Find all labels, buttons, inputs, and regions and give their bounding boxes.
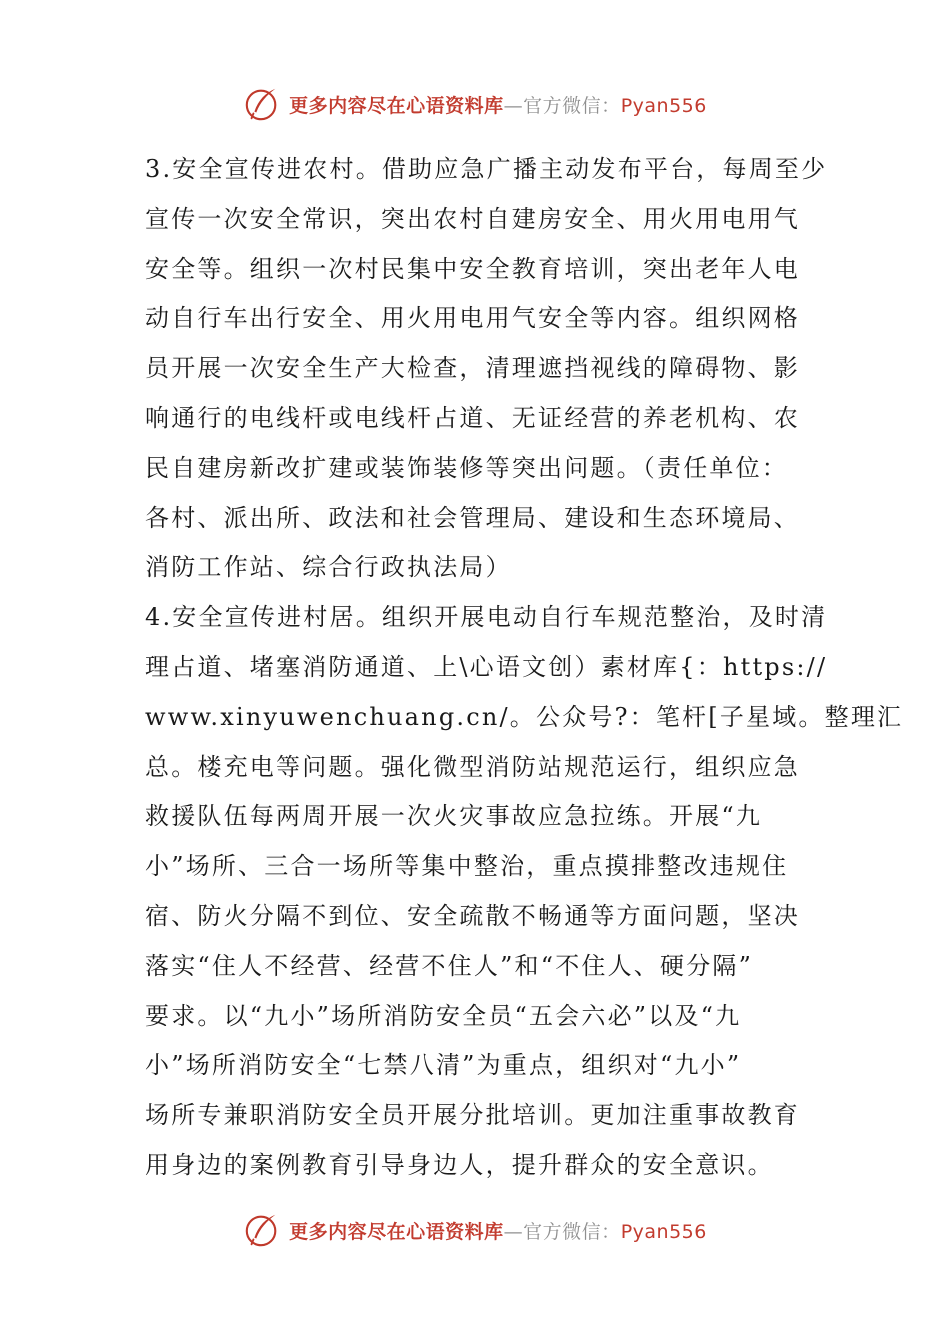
- watermark-text: [289, 91, 707, 118]
- document-body: [145, 145, 904, 1191]
- watermark-dash: —: [503, 94, 524, 117]
- text-line: 3.安全宣传进农村。借助应急广播主动发布平台，每周至少: [145, 155, 828, 183]
- text-line: 宣传一次安全常识，突出农村自建房安全、用火用电用气: [145, 204, 800, 233]
- watermark-sub: 官方微信：: [523, 94, 621, 117]
- watermark-sub: 官方微信：: [523, 1220, 621, 1243]
- watermark-id: Pyan556: [620, 94, 707, 117]
- watermark-dash: —: [503, 1220, 524, 1243]
- text-line: 用身边的案例教育引导身边人，提升群众的安全意识。: [145, 1150, 774, 1179]
- text-line: 员开展一次安全生产大检查，清理遮挡视线的障碍物、影: [145, 354, 800, 383]
- watermark-id: Pyan556: [620, 1220, 707, 1243]
- text-line: 民自建房新改扩建或装饰装修等突出问题。（责任单位：: [145, 453, 788, 482]
- text-line: 小”场所、三合一场所等集中整治，重点摸排整改违规住: [145, 852, 789, 881]
- text-line: 4.安全宣传进村居。组织开展电动自行车规范整治，及时清: [145, 603, 828, 632]
- text-line: 宿、防火分隔不到位、安全疏散不畅通等方面问题，坚决: [145, 901, 800, 930]
- text-line: 动自行车出行安全、用火用电用气安全等内容。组织网格: [145, 304, 800, 333]
- watermark-main: 更多内容尽在心语资料库: [289, 1220, 504, 1243]
- header-watermark: [0, 82, 950, 126]
- text-line: 落实“住人不经营、经营不住人”和“不住人、硬分隔”: [145, 951, 754, 980]
- text-line: 要求。以“九小”场所消防安全员“五会六必”以及“九: [145, 1001, 742, 1030]
- text-line: 场所专兼职消防安全员开展分批培训。更加注重事故教育: [145, 1101, 800, 1130]
- text-line: 响通行的电线杆或电线杆占道、无证经营的养老机构、农: [145, 403, 800, 432]
- watermark-main: 更多内容尽在心语资料库: [289, 94, 504, 117]
- watermark-text: [289, 1217, 707, 1244]
- text-line: 消防工作站、综合行政执法局）: [145, 553, 512, 582]
- quill-logo-icon: [243, 85, 281, 123]
- text-line: 总。楼充电等问题。强化微型消防站规范运行，组织应急: [145, 752, 800, 781]
- text-line: 各村、派出所、政法和社会管理局、建设和生态环境局、: [145, 503, 800, 532]
- quill-logo-icon: [243, 1211, 281, 1249]
- text-line: 小”场所消防安全“七禁八清”为重点，组织对“九小”: [145, 1051, 742, 1080]
- text-line: 理占道、堵塞消防通道、上\心语文创）素材库{：https://: [145, 652, 828, 681]
- footer-watermark: [0, 1208, 950, 1252]
- text-line: www.xinyuwenchuang.cn/。公众号?：笔杆[子星域。整理汇: [145, 702, 904, 731]
- text-line: 救援队伍每两周开展一次火灾事故应急拉练。开展“九: [145, 802, 763, 831]
- text-line: 安全等。组织一次村民集中安全教育培训，突出老年人电: [145, 254, 800, 283]
